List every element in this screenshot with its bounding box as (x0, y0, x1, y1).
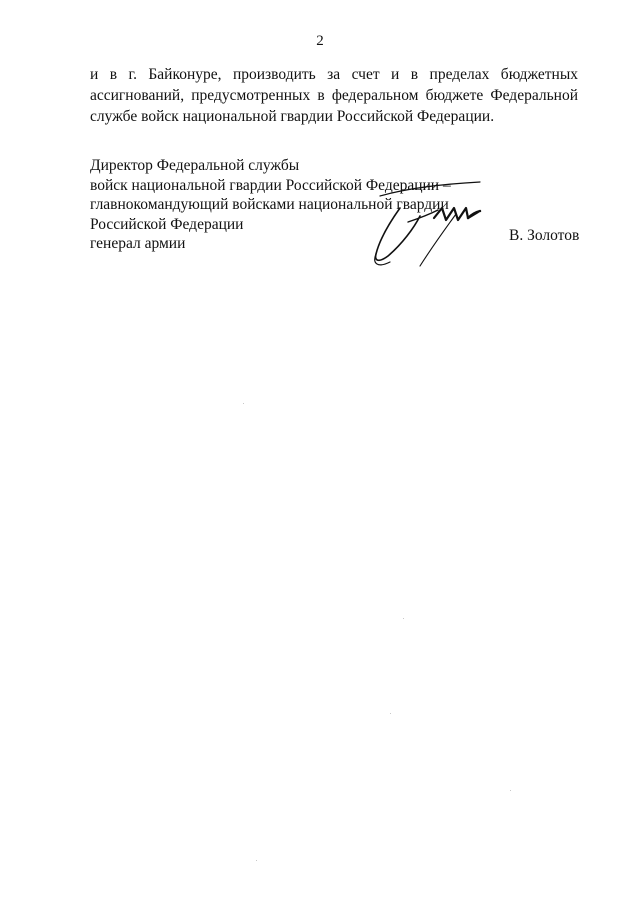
page-number: 2 (316, 33, 324, 49)
scan-speck (403, 618, 404, 619)
position-line: главнокомандующий войсками национальной гвардии (90, 196, 449, 213)
position-line: генерал армии (90, 235, 186, 252)
signer-name: В. Золотов (509, 227, 580, 244)
position-line: войск национальной гвардии Российской Федерации – (90, 176, 451, 194)
scan-speck (390, 713, 391, 714)
body-paragraph (90, 64, 578, 127)
body-line: и в г. Байконуре, производить за счет и в пределах бюджетных (90, 66, 578, 83)
scan-speck (510, 790, 511, 791)
scan-speck (256, 860, 257, 861)
body-line: ассигнований, предусмотренных в федеральном бюджете Федеральной (90, 87, 578, 104)
position-line: Директор Федеральной службы (90, 157, 300, 174)
body-line: службе войск национальной гвардии Российской Федерации. (90, 108, 495, 125)
handwritten-signature (368, 178, 498, 273)
scan-speck (243, 403, 244, 404)
position-line: Российской Федерации (90, 215, 244, 233)
